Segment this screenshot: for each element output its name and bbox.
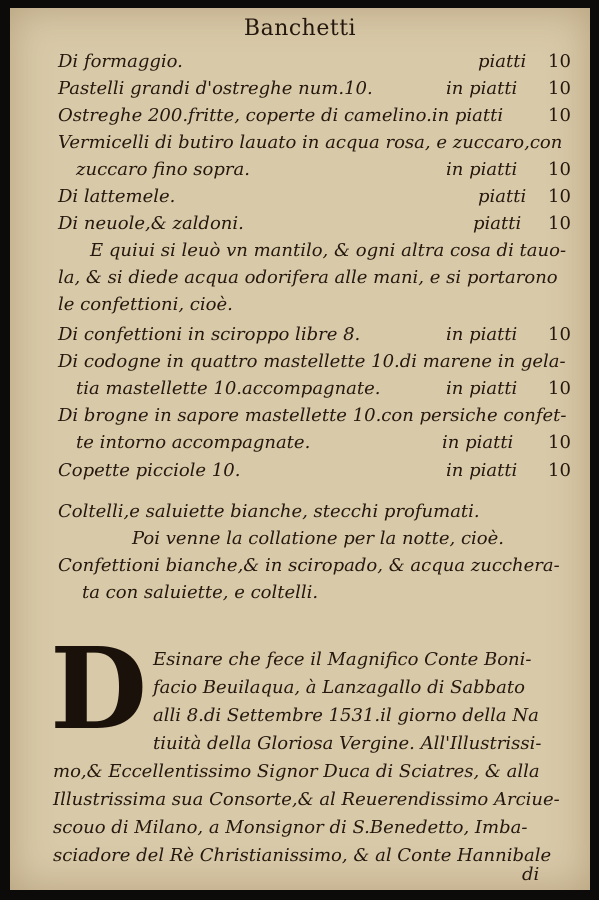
menu-line: Di brogne in sapore mastellette 10.con persiche confet-	[58, 405, 567, 426]
menu-line: Di formaggio. piatti 10	[58, 51, 571, 72]
menu-line: Pastelli grandi d'ostreghe num.10. in piatti 10	[58, 78, 571, 99]
closing-line: ta con saluiette, e coltelli.	[82, 582, 319, 603]
menu-line: te intorno accompagnate. in piatti 10	[76, 432, 571, 453]
paragraph-line: Esinare che fece il Magnifico Conte Boni-	[153, 649, 532, 670]
menu-line: tia mastellette 10.accompagnate. in piatti 10	[76, 378, 571, 399]
closing-lines	[58, 498, 560, 606]
paragraph-line: facio Beuilaqua, à Lanzagallo di Sabbato	[153, 677, 525, 698]
paragraph-line: Illustrissima sua Consorte,& al Reuerendissimo Arciue-	[53, 789, 560, 810]
menu-line: Vermicelli di butiro lauato in acqua rosa, e zuccaro,con	[58, 132, 563, 153]
paragraph-line: sciadore del Rè Christianissimo, & al Conte Hannibale	[53, 845, 552, 866]
menu-line: Di lattemele. piatti 10	[58, 186, 571, 207]
paragraph-line: scouo di Milano, a Monsignor di S.Benedetto, Imba-	[53, 817, 528, 838]
closing-line: Confettioni bianche,& in sciropado, & acqua zucchera-	[58, 555, 560, 576]
section-paragraph	[53, 646, 573, 870]
paragraph-line: alli 8.di Settembre 1531.il giorno della Na	[153, 705, 539, 726]
closing-line: Coltelli,e saluiette bianche, stecchi profumati.	[58, 501, 480, 522]
narrative-line: le confettioni, cioè.	[58, 294, 233, 315]
paragraph-line: mo,& Eccellentissimo Signor Duca di Sciatres, & alla	[53, 761, 540, 782]
narrative-line: E quiui si leuò vn mantilo, & ogni altra cosa di tauo-	[90, 240, 567, 261]
book-page	[10, 8, 590, 890]
paragraph-line: tiuità della Gloriosa Vergine. All'Illustrissi-	[153, 733, 542, 754]
menu-line: Di confettioni in sciroppo libre 8. in piatti 10	[58, 324, 571, 345]
menu-line: zuccaro fino sopra. in piatti 10	[76, 159, 571, 180]
catchword: di	[522, 864, 540, 885]
menu-line: Di codogne in quattro mastellette 10.di marene in gela-	[58, 351, 566, 372]
menu-line: Di neuole,& zaldoni. piatti 10	[58, 213, 571, 234]
drop-cap: D	[50, 624, 148, 755]
closing-line: Poi venne la collatione per la notte, cioè.	[132, 528, 504, 549]
narrative-line: la, & si diede acqua odorifera alle mani, e si portarono	[58, 267, 558, 288]
menu-line: Copette picciole 10. in piatti 10	[58, 460, 571, 481]
running-title: Banchetti	[243, 16, 357, 41]
menu-line: Ostreghe 200.fritte, coperte di camelino.in piatti 10	[58, 105, 571, 126]
